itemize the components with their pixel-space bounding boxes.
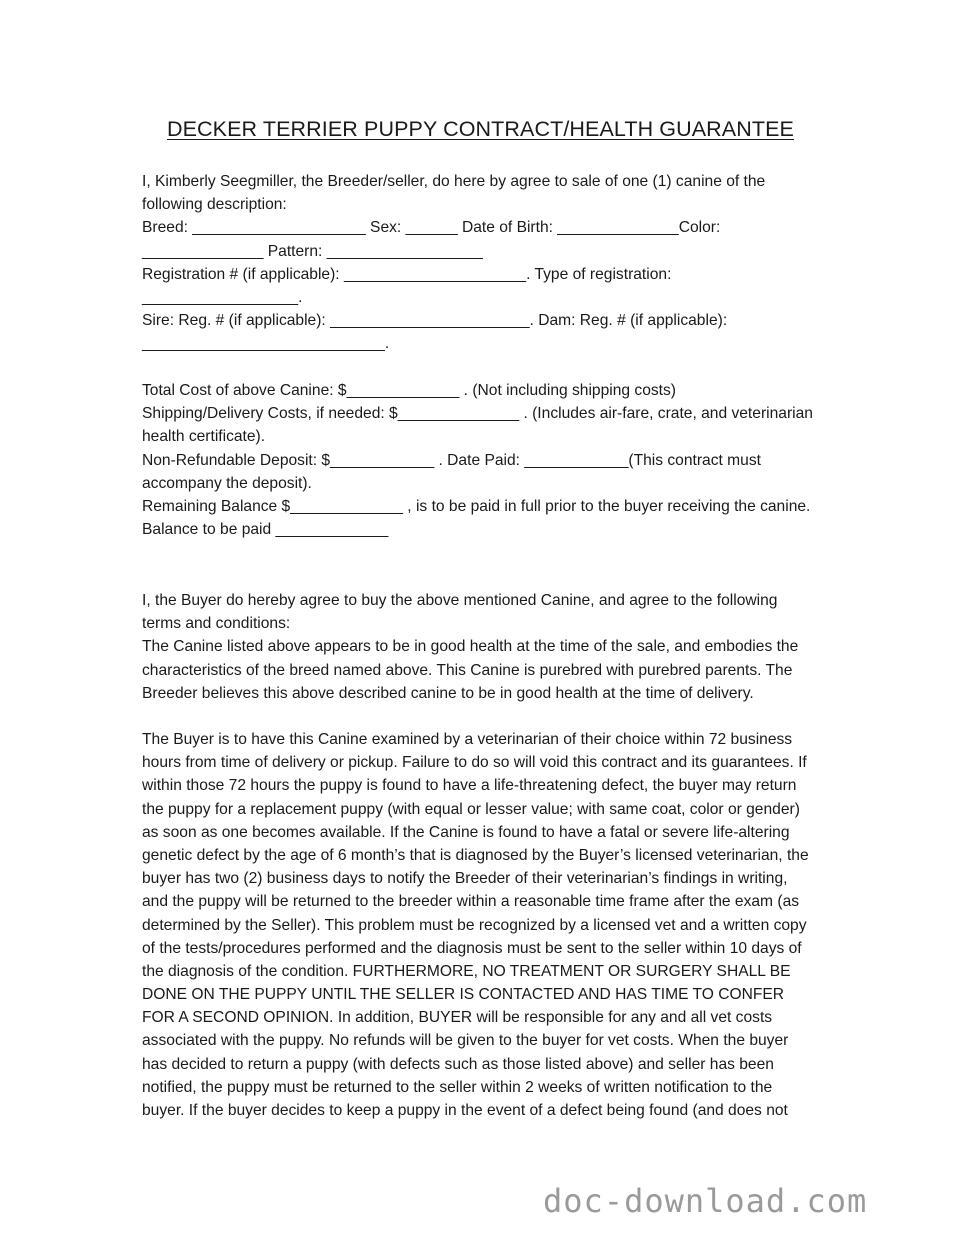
text-line: Non-Refundable Deposit: $____________ . Date Paid: ____________(This contract must <box>142 451 761 469</box>
text-line: and the puppy will be returned to the breeder within a reasonable time frame after the exam (as <box>142 893 800 911</box>
document-title: DECKER TERRIER PUPPY CONTRACT/HEALTH GUARANTEE <box>166 117 794 141</box>
text-line: Shipping/Delivery Costs, if needed: $______________ . (Includes air-fare, crate, and veterinarian <box>142 405 813 423</box>
text-line: determined by the Seller). This problem must be recognized by a licensed vet and a written copy <box>142 916 807 934</box>
text-line: FOR A SECOND OPINION. In addition, BUYER will be responsible for any and all vet costs <box>142 1009 773 1027</box>
text-line: DONE ON THE PUPPY UNTIL THE SELLER IS CONTACTED AND HAS TIME TO CONFER <box>142 986 785 1004</box>
text-line: Total Cost of above Canine: $_____________ . (Not including shipping costs) <box>142 382 677 399</box>
text-line: Balance to be paid _____________ <box>142 521 389 539</box>
cost-section <box>142 379 842 541</box>
text-line: accompany the deposit). <box>142 474 312 492</box>
text-line: of the tests/procedures performed and the diagnosis must be sent to the seller within 10 days of <box>142 939 802 957</box>
text-line: the puppy for a replacement puppy (with equal or lesser value; with same coat, color or gender) <box>142 800 800 818</box>
text-line: The Canine listed above appears to be in good health at the time of the sale, and embodies the <box>142 638 799 656</box>
text-line: __________________. <box>142 288 303 306</box>
text-line: I, the Buyer do hereby agree to buy the above mentioned Canine, and agree to the following <box>142 592 778 609</box>
text-line: terms and conditions: <box>142 615 291 633</box>
text-line: Registration # (if applicable): _____________________. Type of registration: <box>142 265 672 283</box>
text-line: characteristics of the breed named above. This Canine is purebred with purebred parents. The <box>142 661 793 679</box>
text-line: buyer. If the buyer decides to keep a puppy in the event of a defect being found (and does not <box>142 1102 788 1119</box>
text-line: health certificate). <box>142 428 266 446</box>
text-line: hours from time of delivery or pickup. Failure to do so will void this contract and its guarantees. If <box>142 754 807 772</box>
text-line: as soon as one becomes available. If the Canine is found to have a fatal or severe life-altering <box>142 823 790 841</box>
text-line: ____________________________. <box>142 335 390 353</box>
text-line: Sire: Reg. # (if applicable): _______________________. Dam: Reg. # (if applicable): <box>142 312 728 330</box>
buyer-agreement-section <box>142 589 842 705</box>
text-line: genetic defect by the age of 6 month’s that is diagnosed by the Buyer’s licensed veterinarian, the <box>142 846 809 864</box>
text-line: within those 72 hours the puppy is found to have a life-threatening defect, the buyer may return <box>142 777 797 795</box>
text-line: Remaining Balance $_____________ , is to be paid in full prior to the buyer receiving the canine. <box>142 497 811 515</box>
text-line: Breed: ____________________ Sex: ______ Date of Birth: ______________Color: <box>142 219 721 237</box>
text-line: notified, the puppy must be returned to the seller within 2 weeks of written notification to the <box>142 1078 773 1096</box>
text-line: following description: <box>142 196 287 214</box>
watermark: doc-download.com <box>543 1182 868 1220</box>
text-line: Breeder believes this above described canine to be in good health at the time of delivery. <box>142 684 754 702</box>
breeder-description-section <box>142 170 842 356</box>
health-guarantee-section <box>142 728 842 1122</box>
text-line: associated with the puppy. No refunds will be given to the buyer for vet costs. When the buyer <box>142 1032 789 1050</box>
text-line: has decided to return a puppy (with defects such as those listed above) and seller has been <box>142 1055 774 1073</box>
text-line: I, Kimberly Seegmiller, the Breeder/seller, do here by agree to sale of one (1) canine of the <box>142 173 766 190</box>
text-line: ______________ Pattern: __________________ <box>142 242 483 260</box>
text-line: the diagnosis of the condition. FURTHERMORE, NO TREATMENT OR SURGERY SHALL BE <box>142 962 791 980</box>
text-line: buyer has two (2) business days to notify the Breeder of their veterinarian’s findings in writing, <box>142 870 788 888</box>
text-line: The Buyer is to have this Canine examined by a veterinarian of their choice within 72 business <box>142 731 793 748</box>
